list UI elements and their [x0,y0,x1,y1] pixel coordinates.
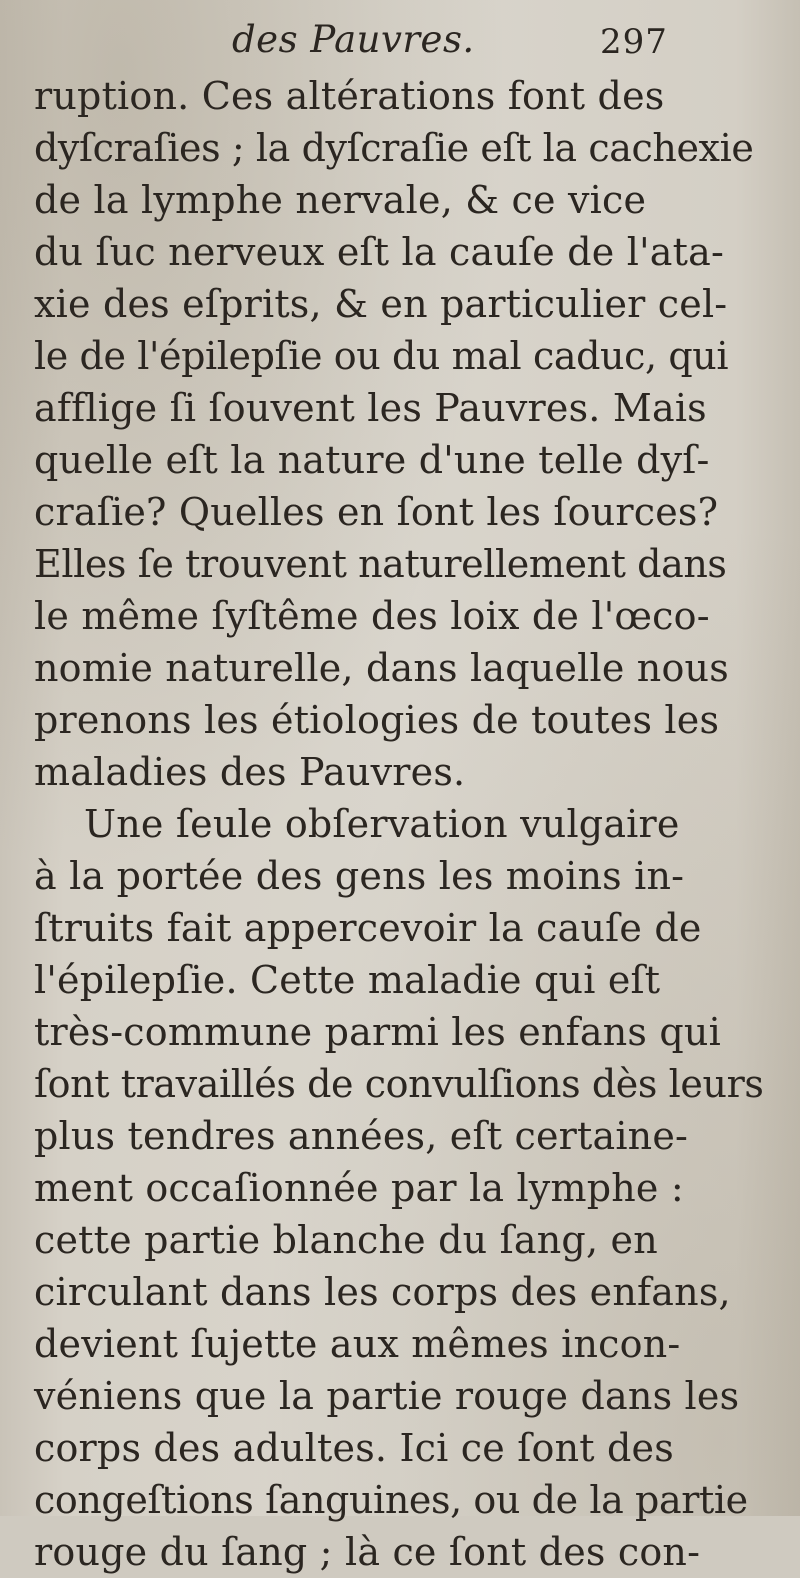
text-line: rouge du ſang ; là ce ſont des con- [34,1530,701,1574]
text-line: ſtruits fait appercevoir la cauſe de [34,906,702,950]
text-line: congeſtions ſanguines, ou de la partie [34,1478,748,1522]
text-line: quelle eſt la nature d'une telle dyſ- [34,438,710,482]
page-header [0,18,800,74]
text-line: du ſuc nerveux eſt la cauſe de l'ata- [34,230,724,274]
text-line: ſont travaillés de convulſions dès leurs [34,1062,764,1106]
text-line: afflige ſi ſouvent les Pauvres. Mais [34,386,707,430]
text-line: Elles ſe trouvent naturellement dans [34,542,727,586]
text-line: ruption. Ces altérations font des [34,74,665,118]
text-line: le de l'épilepſie ou du mal caduc, qui [34,334,729,378]
text-line: craſie? Quelles en ſont les ſources? [34,490,719,534]
page-number: 297 [600,22,668,62]
text-line: dyſcraſies ; la dyſcraſie eſt la cachexie [34,126,754,170]
text-line: ment occaſionnée par la lymphe : [34,1166,684,1210]
text-line: devient ſujette aux mêmes incon- [34,1322,681,1366]
body-text [34,70,764,1578]
text-line: à la portée des gens les moins in- [34,854,685,898]
text-line: corps des adultes. Ici ce ſont des [34,1426,674,1470]
text-line: l'épilepſie. Cette maladie qui eſt [34,958,661,1002]
text-line: xie des eſprits, & en particulier cel- [34,282,728,326]
paragraph-first-line: Une ſeule obſervation vulgaire [84,802,680,846]
running-title: des Pauvres. [232,18,475,61]
text-line: véniens que la partie rouge dans les [34,1374,740,1418]
text-line: prenons les étiologies de toutes les [34,698,720,742]
text-line: cette partie blanche du ſang, en [34,1218,658,1262]
text-line: nomie naturelle, dans laquelle nous [34,646,729,690]
text-line: circulant dans les corps des enfans, [34,1270,731,1314]
text-line: de la lymphe nervale, & ce vice [34,178,647,222]
text-line: maladies des Pauvres. [34,750,466,794]
text-line: plus tendres années, eſt certaine- [34,1114,689,1158]
text-line: le même ſyſtême des loix de l'œco- [34,594,710,638]
text-line: très-commune parmi les enfans qui [34,1010,721,1054]
